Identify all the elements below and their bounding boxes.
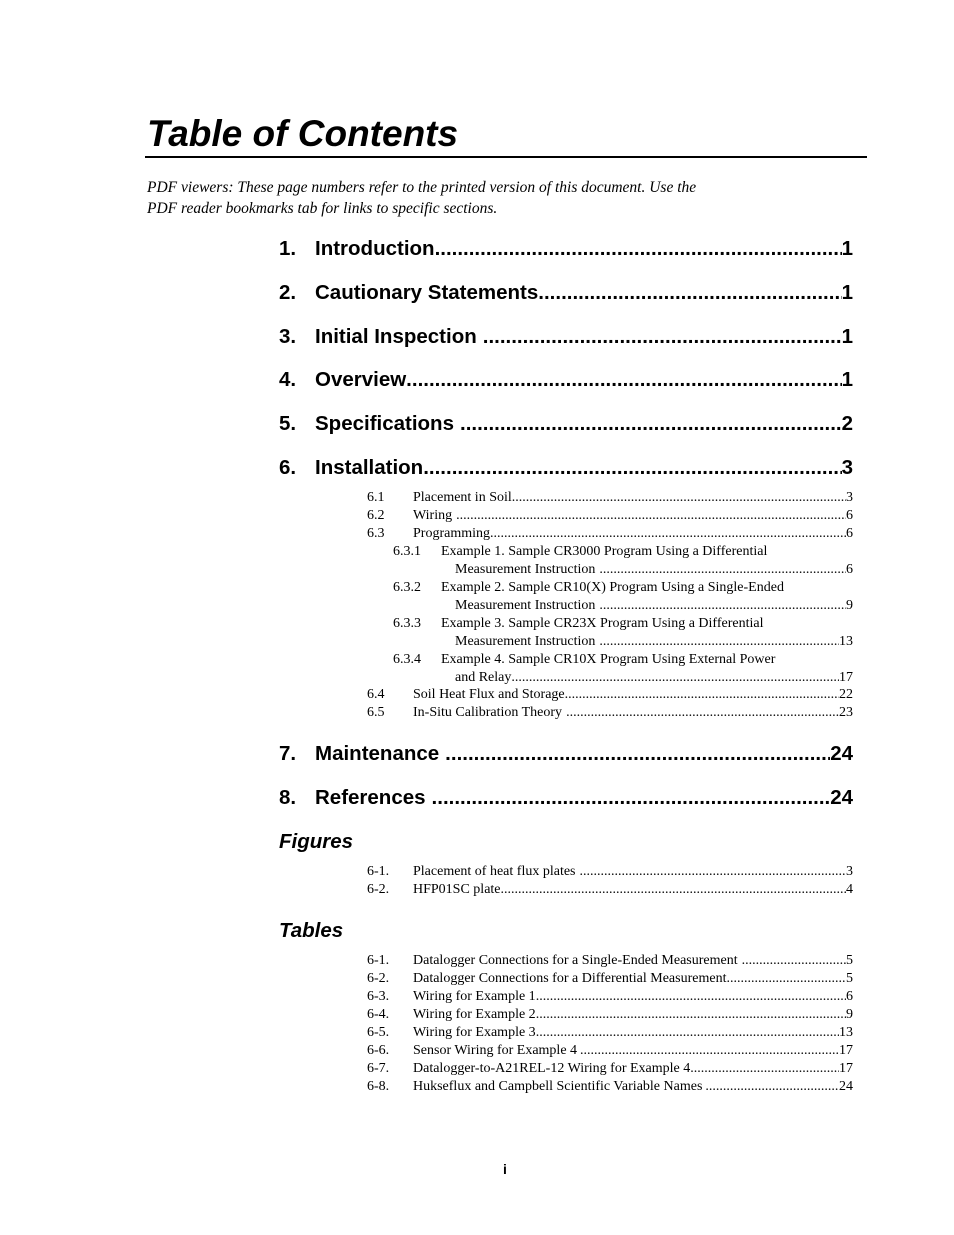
table-title: Wiring for Example 1 — [413, 989, 536, 1004]
title-rule — [145, 156, 867, 158]
section-number: 6.2 — [367, 508, 385, 523]
table-page: 13 — [839, 1025, 853, 1040]
figure-title: Placement of heat flux plates — [413, 864, 576, 879]
toc-table-6-2[interactable] — [367, 970, 853, 988]
toc-section-6-3-3-continued[interactable] — [455, 633, 853, 651]
section-number: 6.3.2 — [393, 580, 421, 595]
section-title: Programming — [413, 526, 490, 541]
section-title: Example 2. Sample CR10(X) Program Using a Single-Ended — [441, 580, 784, 595]
dot-leader — [580, 1042, 839, 1060]
toc-chapter-maintenance[interactable] — [279, 741, 853, 767]
toc-section-6-1[interactable] — [367, 489, 853, 507]
chapter-number: 7. — [279, 742, 297, 765]
section-page: 3 — [846, 490, 853, 505]
section-title: Example 1. Sample CR3000 Program Using a Differential — [441, 544, 768, 559]
table-number: 6-8. — [367, 1079, 390, 1094]
chapter-number: 3. — [279, 325, 297, 348]
dot-leader — [445, 741, 830, 767]
page-title: Table of Contents — [147, 113, 459, 154]
chapter-title: Initial Inspection — [315, 325, 477, 348]
section-title: Example 4. Sample CR10X Program Using External Power — [441, 652, 776, 667]
chapter-number: 1. — [279, 237, 297, 260]
table-page: 5 — [846, 971, 853, 986]
note-line: PDF viewers: These page numbers refer to the printed version of this document. Use the — [147, 179, 697, 196]
note-line: PDF reader bookmarks tab for links to specific sections. — [147, 199, 498, 217]
toc-figure-6-2[interactable] — [367, 881, 853, 899]
table-number: 6-7. — [367, 1061, 390, 1076]
chapter-title: Cautionary Statements — [315, 281, 539, 304]
figure-number: 6-1. — [367, 864, 390, 879]
toc-section-6-3-4[interactable] — [393, 651, 853, 669]
dot-leader — [512, 489, 846, 507]
toc-section-6-3-2[interactable] — [393, 579, 853, 597]
toc-table-6-4[interactable] — [367, 1006, 853, 1024]
dot-leader — [538, 280, 841, 306]
toc-section-6-2[interactable] — [367, 507, 853, 525]
toc-table-6-7[interactable] — [367, 1060, 853, 1078]
table-title: Wiring for Example 2 — [413, 1007, 536, 1022]
chapter-number: 4. — [279, 368, 297, 391]
chapter-page: 2 — [841, 412, 853, 435]
section-title: Soil Heat Flux and Storage — [413, 687, 565, 702]
dot-leader — [742, 952, 846, 970]
chapter-page: 1 — [841, 325, 853, 348]
dot-leader — [483, 324, 842, 350]
pdf-viewer-note — [147, 178, 807, 219]
dot-leader — [599, 597, 846, 615]
toc-figure-6-1[interactable] — [367, 863, 853, 881]
toc-chapter-references[interactable] — [279, 785, 853, 811]
section-title: Example 3. Sample CR23X Program Using a Differential — [441, 616, 764, 631]
dot-leader — [423, 455, 841, 481]
chapter-page: 1 — [841, 281, 853, 304]
table-title: Wiring for Example 3 — [413, 1025, 536, 1040]
section-title: In-Situ Calibration Theory — [413, 705, 563, 720]
table-number: 6-3. — [367, 989, 390, 1004]
toc-chapter-initial-inspection[interactable] — [279, 324, 853, 350]
figure-title: HFP01SC plate — [413, 882, 501, 897]
toc-section-6-5[interactable] — [367, 704, 853, 722]
section-page: 22 — [839, 687, 853, 702]
chapter-title: Specifications — [315, 412, 454, 435]
tables-heading: Tables — [279, 919, 344, 942]
section-page: 6 — [846, 508, 853, 523]
dot-leader — [565, 686, 839, 704]
dot-leader — [705, 1078, 839, 1096]
section-page: 9 — [846, 598, 853, 613]
dot-leader — [566, 704, 839, 722]
section-title: Wiring — [413, 508, 453, 523]
dot-leader — [406, 367, 841, 393]
chapter-title: Introduction — [315, 237, 435, 260]
toc-table-6-1[interactable] — [367, 952, 853, 970]
dot-leader — [599, 561, 846, 579]
chapter-number: 5. — [279, 412, 297, 435]
section-page: 23 — [839, 705, 853, 720]
section-page: 6 — [846, 526, 853, 541]
figure-page: 3 — [846, 864, 853, 879]
chapter-title: Overview — [315, 368, 407, 391]
table-number: 6-2. — [367, 971, 390, 986]
dot-leader — [690, 1060, 839, 1078]
chapter-title: Installation — [315, 456, 424, 479]
toc-chapter-overview[interactable] — [279, 367, 853, 393]
figure-number: 6-2. — [367, 882, 390, 897]
section-title-continued: and Relay — [455, 670, 512, 685]
section-title-continued: Measurement Instruction — [455, 634, 596, 649]
table-title: Datalogger Connections for a Differential Measurement — [413, 971, 727, 986]
table-page: 24 — [839, 1079, 853, 1094]
table-page: 17 — [839, 1043, 853, 1058]
table-title: Datalogger-to-A21REL-12 Wiring for Example 4 — [413, 1061, 691, 1076]
dot-leader — [460, 411, 842, 437]
toc-table-6-5[interactable] — [367, 1024, 853, 1042]
chapter-page: 1 — [841, 237, 853, 260]
dot-leader — [456, 507, 846, 525]
chapter-page: 1 — [841, 368, 853, 391]
table-title: Hukseflux and Campbell Scientific Variable Names — [413, 1079, 703, 1094]
dot-leader — [536, 1024, 839, 1042]
dot-leader — [511, 669, 839, 687]
section-number: 6.4 — [367, 687, 385, 702]
section-title: Placement in Soil — [413, 490, 512, 505]
section-number: 6.3 — [367, 526, 385, 541]
toc-section-6-3[interactable] — [367, 525, 853, 543]
figures-heading: Figures — [279, 830, 354, 853]
toc-chapter-specifications[interactable] — [279, 411, 853, 437]
toc-chapter-cautionary-statements[interactable] — [279, 280, 853, 306]
table-page: 17 — [839, 1061, 853, 1076]
dot-leader — [435, 236, 842, 262]
table-page: 9 — [846, 1007, 853, 1022]
dot-leader — [726, 970, 846, 988]
toc-section-6-3-1-continued[interactable] — [455, 561, 853, 579]
toc-table-6-6[interactable] — [367, 1042, 853, 1060]
toc-table-6-3[interactable] — [367, 988, 853, 1006]
dot-leader — [536, 1006, 846, 1024]
table-number: 6-6. — [367, 1043, 390, 1058]
toc-section-6-3-1[interactable] — [393, 543, 853, 561]
chapter-title: Maintenance — [315, 742, 440, 765]
section-title-continued: Measurement Instruction — [455, 562, 596, 577]
table-title: Sensor Wiring for Example 4 — [413, 1043, 578, 1058]
table-number: 6-4. — [367, 1007, 390, 1022]
dot-leader — [580, 863, 847, 881]
toc-section-6-3-2-continued[interactable] — [455, 597, 853, 615]
chapter-page: 3 — [841, 456, 853, 479]
chapter-title: References — [315, 786, 426, 809]
chapter-number: 6. — [279, 456, 297, 479]
section-page: 17 — [839, 670, 853, 685]
section-page: 6 — [846, 562, 853, 577]
figure-page: 4 — [846, 882, 853, 897]
section-number: 6.3.4 — [393, 652, 421, 667]
table-page: 6 — [846, 989, 853, 1004]
table-number: 6-5. — [367, 1025, 390, 1040]
table-page: 5 — [846, 953, 853, 968]
section-number: 6.3.3 — [393, 616, 421, 631]
section-title-continued: Measurement Instruction — [455, 598, 596, 613]
toc-section-6-3-3[interactable] — [393, 615, 853, 633]
chapter-page: 24 — [830, 786, 853, 809]
section-number: 6.5 — [367, 705, 385, 720]
dot-leader — [490, 525, 846, 543]
table-number: 6-1. — [367, 953, 390, 968]
section-number: 6.3.1 — [393, 544, 421, 559]
toc-chapter-introduction[interactable] — [279, 236, 853, 262]
chapter-number: 8. — [279, 786, 297, 809]
dot-leader — [599, 633, 839, 651]
chapter-number: 2. — [279, 281, 297, 304]
toc-section-6-4[interactable] — [367, 686, 853, 704]
dot-leader — [501, 881, 846, 899]
toc-section-6-3-4-continued[interactable] — [455, 669, 853, 687]
dot-leader — [432, 785, 831, 811]
toc-table-6-8[interactable] — [367, 1078, 853, 1096]
chapter-page: 24 — [830, 742, 853, 765]
section-page: 13 — [839, 634, 853, 649]
page-number: i — [503, 1161, 507, 1177]
section-number: 6.1 — [367, 490, 385, 505]
dot-leader — [536, 988, 846, 1006]
table-title: Datalogger Connections for a Single-Ended Measurement — [413, 953, 738, 968]
toc-chapter-installation[interactable] — [279, 455, 853, 481]
